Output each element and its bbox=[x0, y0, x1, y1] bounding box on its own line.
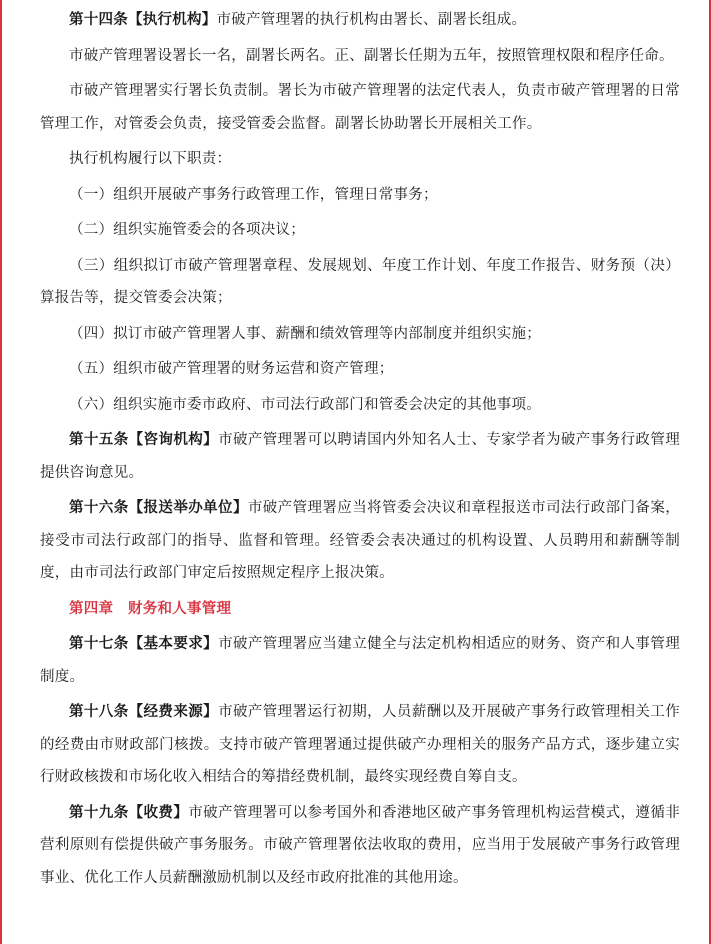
article-heading: 第十六条【报送举办单位】 bbox=[69, 500, 248, 516]
list-item-text: （五）组织市破产管理署的财务运营和资产管理； bbox=[69, 361, 394, 377]
paragraph bbox=[40, 40, 680, 73]
article-heading: 第十四条【执行机构】 bbox=[69, 12, 217, 28]
article-17 bbox=[40, 628, 680, 693]
list-item-text: （三）组织拟订市破产管理署章程、发展规划、年度工作计划、年度工作报告、财务预（决）算报告等，提交管委会决策； bbox=[40, 257, 680, 306]
article-text: 市破产管理署可以聘请国内外知名人士、专家学者为破产事务行政管理提供咨询意见。 bbox=[40, 432, 680, 481]
paragraph-text: 执行机构履行以下职责： bbox=[69, 151, 232, 167]
list-item bbox=[40, 389, 680, 422]
list-item-text: （四）拟订市破产管理署人事、薪酬和绩效管理等内部制度并组织实施； bbox=[69, 325, 541, 342]
article-text: 市破产管理署运行初期，人员薪酬以及开展破产事务行政管理相关工作的经费由市财政部门核拨。支持市破产管理署通过提供破产办理相关的服务产品方式，逐步建立实行财政核拨和市场化收入相结合的筹措经费机制，最终实现经费自筹自支。 bbox=[40, 704, 680, 785]
list-item-text: （六）组织实施市委市政府、市司法行政部门和管委会决定的其他事项。 bbox=[69, 396, 541, 413]
article-14 bbox=[40, 4, 680, 37]
article-heading: 第十五条【咨询机构】 bbox=[69, 432, 219, 448]
article-19 bbox=[40, 797, 680, 895]
document-body bbox=[40, 4, 680, 894]
list-item-text: （二）组织实施管委会的各项决议； bbox=[69, 222, 305, 238]
chapter-heading bbox=[40, 593, 680, 626]
article-text: 市破产管理署应当将管委会决议和章程报送市司法行政部门备案，接受市司法行政部门的指导、监督和管理。经管委会表决通过的机构设置、人员聘用和薪酬等制度，由市司法行政部门审定后按照规定程序上报决策。 bbox=[40, 500, 680, 581]
article-heading: 第十九条【收费】 bbox=[69, 804, 189, 821]
chapter-title: 第四章 财务和人事管理 bbox=[69, 600, 232, 617]
list-item bbox=[40, 179, 680, 212]
article-16 bbox=[40, 492, 680, 590]
paragraph-text: 市破产管理署实行署长负责制。署长为市破产管理署的法定代表人，负责市破产管理署的日常管理工作，对管委会负责，接受管委会监督。副署长协助署长开展相关工作。 bbox=[40, 83, 680, 132]
list-item bbox=[40, 318, 680, 351]
paragraph bbox=[40, 75, 680, 140]
article-text: 市破产管理署的执行机构由署长、副署长组成。 bbox=[216, 12, 527, 28]
article-text: 市破产管理署可以参考国外和香港地区破产事务管理机构运营模式，遵循非营利原则有偿提供破产事务服务。市破产管理署依法收取的费用，应当用于发展破产事务行政管理事业、优化工作人员薪酬激励机制以及经市政府批准的其他用途。 bbox=[40, 804, 680, 886]
list-item bbox=[40, 353, 680, 386]
list-item bbox=[40, 250, 680, 315]
paragraph bbox=[40, 143, 680, 176]
list-item-text: （一）组织开展破产事务行政管理工作，管理日常事务； bbox=[69, 186, 438, 203]
paragraph-text: 市破产管理署设署长一名，副署长两名。正、副署长任期为五年，按照管理权限和程序任命。 bbox=[69, 47, 674, 64]
article-18 bbox=[40, 696, 680, 794]
list-item bbox=[40, 214, 680, 247]
article-15 bbox=[40, 424, 680, 489]
article-heading: 第十七条【基本要求】 bbox=[69, 636, 219, 652]
article-heading: 第十八条【经费来源】 bbox=[69, 704, 219, 720]
article-text: 市破产管理署应当建立健全与法定机构相适应的财务、资产和人事管理制度。 bbox=[40, 636, 680, 685]
